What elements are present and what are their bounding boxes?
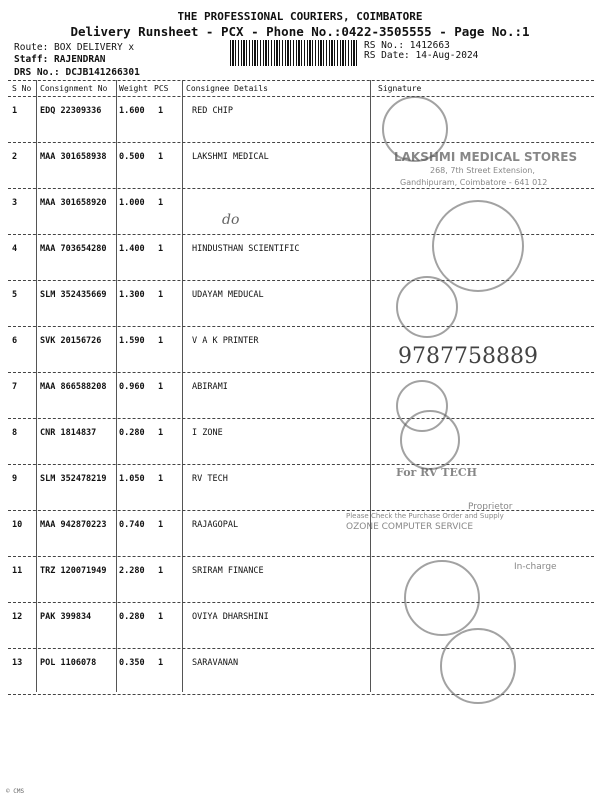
cell-pcs: 1	[158, 290, 164, 300]
cell-consignee: RED CHIP	[192, 106, 233, 116]
column-divider	[370, 80, 371, 692]
cell-pcs: 1	[158, 198, 164, 208]
cell-consignee: UDAYAM MEDUCAL	[192, 290, 264, 300]
cell-pcs: 1	[158, 382, 164, 392]
cell-sno: 8	[12, 428, 18, 438]
cell-consignment: SVK 20156726	[40, 336, 102, 346]
cell-consignment: SLM 352478219	[40, 474, 107, 484]
cell-consignee: HINDUSTHAN SCIENTIFIC	[192, 244, 300, 254]
column-divider	[116, 80, 117, 692]
cell-consignee: OVIYA DHARSHINI	[192, 612, 269, 622]
cell-pcs: 1	[158, 244, 164, 254]
header-bottom-rule	[8, 96, 594, 97]
cell-consignee: SRIRAM FINANCE	[192, 566, 264, 576]
header-signature: Signature	[378, 84, 422, 93]
cell-consignee: I ZONE	[192, 428, 223, 438]
company-title: THE PROFESSIONAL COURIERS, COIMBATORE	[177, 10, 423, 23]
cell-weight: 0.280	[119, 612, 145, 622]
cell-pcs: 1	[158, 336, 164, 346]
cell-pcs: 1	[158, 428, 164, 438]
row-divider	[8, 142, 594, 143]
staff-info: Staff: RAJENDRAN	[14, 54, 106, 65]
cell-consignee: SARAVANAN	[192, 658, 239, 668]
handwritten-do: do	[222, 212, 240, 228]
ozone-stamp: OZONE COMPUTER SERVICE	[346, 522, 474, 532]
column-divider	[182, 80, 183, 692]
row-divider	[8, 188, 594, 189]
header-sno: S No	[12, 84, 32, 93]
cell-consignee: LAKSHMI MEDICAL	[192, 152, 269, 162]
row-divider	[8, 372, 594, 373]
cell-consignment: MAA 301658938	[40, 152, 107, 162]
row-divider	[8, 694, 594, 695]
cell-consignment: MAA 942870223	[40, 520, 107, 530]
cell-consignment: MAA 866588208	[40, 382, 107, 392]
izone-stamp	[400, 410, 460, 470]
rs-date: RS Date: 14-Aug-2024	[364, 50, 479, 61]
hindusthan-scientific-stamp	[432, 200, 524, 292]
ozone-note: Please Check the Purchase Order and Supply	[346, 512, 504, 520]
cell-sno: 12	[12, 612, 23, 622]
cell-sno: 1	[12, 106, 18, 116]
cell-consignment: TRZ 120071949	[40, 566, 107, 576]
row-divider	[8, 326, 594, 327]
footer-mark: © CMS	[6, 788, 25, 795]
cell-weight: 1.000	[119, 198, 145, 208]
handwritten-phone: 9787758889	[398, 344, 538, 369]
cell-pcs: 1	[158, 612, 164, 622]
runsheet-title: Delivery Runsheet - PCX - Phone No.:0422-3505555 - Page No.:1	[70, 24, 530, 39]
cell-consignee: RAJAGOPAL	[192, 520, 239, 530]
row-divider	[8, 556, 594, 557]
cell-consignee: ABIRAMI	[192, 382, 228, 392]
cell-sno: 13	[12, 658, 23, 668]
cell-consignment: MAA 301658920	[40, 198, 107, 208]
cell-weight: 1.600	[119, 106, 145, 116]
barcode	[230, 40, 358, 66]
cell-sno: 11	[12, 566, 23, 576]
cell-consignee: V A K PRINTER	[192, 336, 259, 346]
cell-weight: 1.300	[119, 290, 145, 300]
cell-pcs: 1	[158, 106, 164, 116]
cell-consignment: POL 1106078	[40, 658, 97, 668]
sriram-finance-stamp	[404, 560, 480, 636]
cell-consignment: EDQ 22309336	[40, 106, 102, 116]
cell-sno: 10	[12, 520, 23, 530]
cell-weight: 0.280	[119, 428, 145, 438]
cell-consignee: RV TECH	[192, 474, 228, 484]
cell-weight: 2.280	[119, 566, 145, 576]
column-divider	[36, 80, 37, 692]
cell-sno: 4	[12, 244, 18, 254]
incharge-label: In-charge	[514, 562, 557, 572]
cell-sno: 6	[12, 336, 18, 346]
cell-weight: 1.400	[119, 244, 145, 254]
cell-sno: 5	[12, 290, 18, 300]
row-divider	[8, 418, 594, 419]
cell-weight: 1.590	[119, 336, 145, 346]
drs-info: DRS No.: DCJB141266301	[14, 67, 140, 78]
cell-weight: 0.740	[119, 520, 145, 530]
cell-weight: 0.350	[119, 658, 145, 668]
cell-consignment: PAK 399834	[40, 612, 92, 622]
header-pcs: PCS	[154, 84, 169, 93]
cell-pcs: 1	[158, 520, 164, 530]
udayam-stamp	[396, 276, 458, 338]
cell-consignment: MAA 703654280	[40, 244, 107, 254]
cell-weight: 0.960	[119, 382, 145, 392]
cell-weight: 0.500	[119, 152, 145, 162]
cell-pcs: 1	[158, 566, 164, 576]
lakshmi-stamp-addr1: 268, 7th Street Extension,	[430, 166, 535, 175]
row-divider	[8, 602, 594, 603]
saravanan-stamp	[440, 628, 516, 704]
cell-weight: 1.050	[119, 474, 145, 484]
header-weight: Weight	[119, 84, 148, 93]
cell-consignment: SLM 352435669	[40, 290, 107, 300]
row-divider	[8, 464, 594, 465]
rs-number: RS No.: 1412663	[364, 40, 450, 51]
cell-pcs: 1	[158, 474, 164, 484]
lakshmi-stamp-addr2: Gandhipuram, Coimbatore - 641 012	[400, 178, 548, 187]
cell-sno: 7	[12, 382, 18, 392]
cell-sno: 2	[12, 152, 18, 162]
table-top-rule	[8, 80, 594, 81]
cell-consignment: CNR 1814837	[40, 428, 97, 438]
route-info: Route: BOX DELIVERY x	[14, 42, 135, 53]
cell-pcs: 1	[158, 152, 164, 162]
lakshmi-stamp-name: LAKSHMI MEDICAL STORES	[394, 150, 578, 164]
header-consignment: Consignment No	[40, 84, 108, 93]
proprietor-label: Proprietor	[468, 502, 513, 512]
cell-sno: 9	[12, 474, 18, 484]
rvtech-stamp: For RV TECH	[396, 466, 478, 479]
cell-sno: 3	[12, 198, 18, 208]
header-consignee: Consignee Details	[186, 84, 268, 93]
cell-pcs: 1	[158, 658, 164, 668]
